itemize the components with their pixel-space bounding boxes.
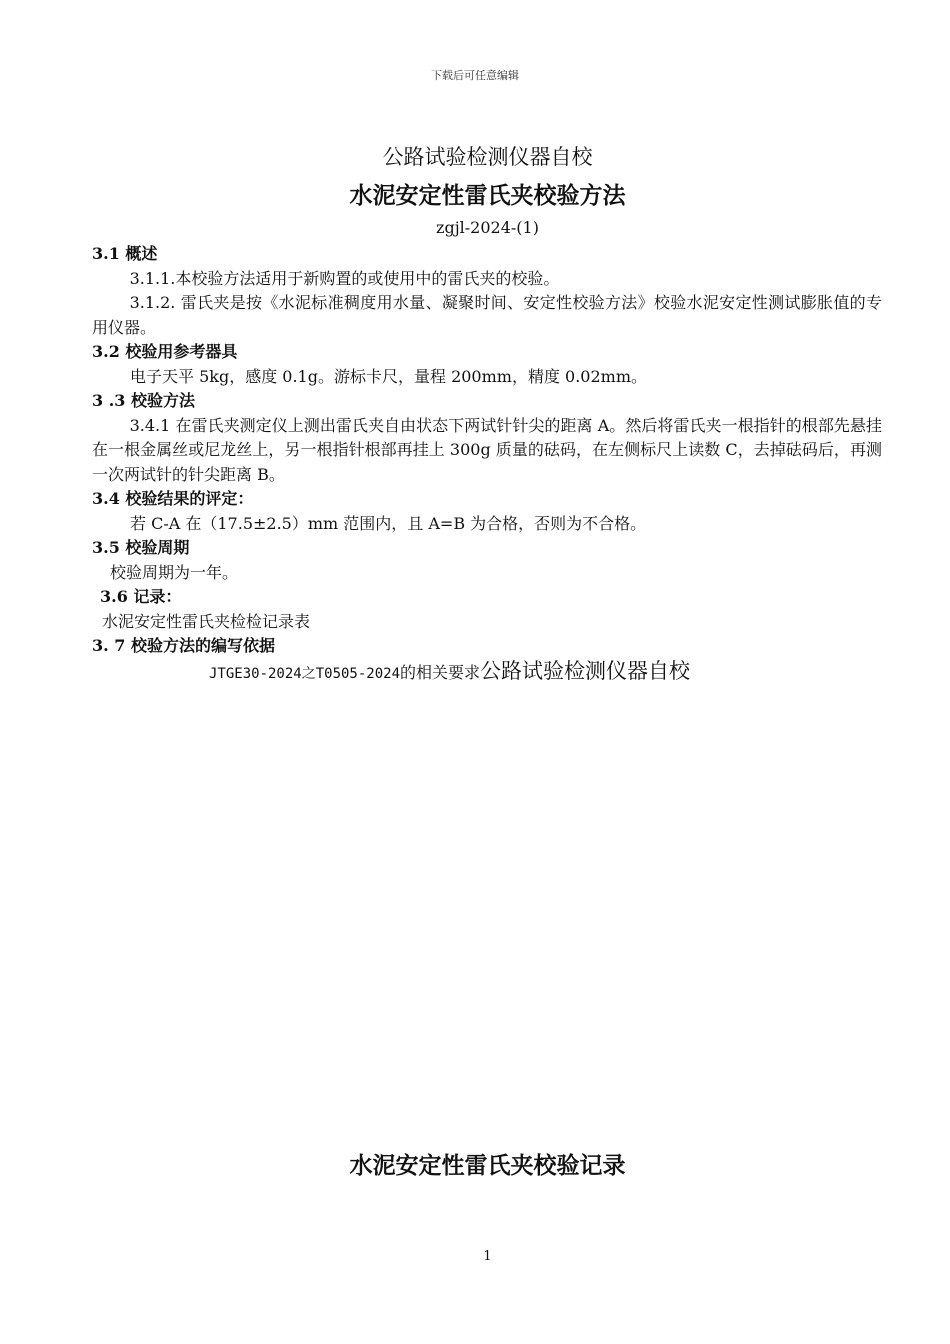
section-heading-reference-tools: 3.2 校验用参考器具	[92, 342, 238, 361]
section-heading-evaluation: 3.4 校验结果的评定：	[92, 489, 254, 508]
section-heading-basis: 3. 7 校验方法的编写依据	[92, 636, 275, 655]
section-heading-overview: 3.1 概述	[92, 244, 158, 263]
paragraph-scope: 3.1.1.本校验方法适用于新购置的或使用中的雷氏夹的校验。	[129, 268, 560, 288]
basis-standard: JTGE30-2024之T0505-2024	[209, 665, 401, 682]
basis-suffix: 的相关要求	[400, 662, 481, 682]
paragraph-evaluation: 若 C-A 在（17.5±2.5）mm 范围内，且 A=B 为合格，否则为不合格。	[130, 513, 647, 533]
paragraph-description: 3.1.2. 雷氏夹是按《水泥标准稠度用水量、凝聚时间、安定性校验方法》校验水泥安定性测试膨胀值的专用仪器。	[92, 293, 882, 337]
section-heading-method: 3 .3 校验方法	[92, 391, 195, 410]
document-code: zgjl-2024-(1)	[436, 218, 539, 237]
paragraph-basis	[92, 659, 882, 687]
paragraph-reference-tools: 电子天平 5kg，感度 0.1g。游标卡尺，量程 200mm，精度 0.02mm。	[130, 366, 648, 386]
paragraph-method: 3.4.1 在雷氏夹测定仪上测出雷氏夹自由状态下两试针针尖的距离 A。然后将雷氏夹一根指针的根部先悬挂在一根金属丝或尼龙丝上，另一根指针根部再挂上 300g 质量的砝码，在左侧标尺上读数 C，去掉砝码后，再测一次两试针的针尖距离 B。	[92, 415, 882, 484]
page-number: 1	[483, 1249, 492, 1264]
section-heading-record: 3.6 记录：	[100, 587, 182, 606]
header-note: 下载后可任意编辑	[431, 69, 519, 82]
document-subtitle: 公路试验检测仪器自校	[382, 145, 593, 169]
paragraph-period: 校验周期为一年。	[110, 562, 239, 582]
document-body	[92, 242, 882, 686]
document-title: 水泥安定性雷氏夹校验方法	[349, 182, 626, 209]
basis-trailing-title: 公路试验检测仪器自校	[480, 658, 691, 683]
record-title: 水泥安定性雷氏夹校验记录	[349, 1152, 626, 1179]
paragraph-record: 水泥安定性雷氏夹检检记录表	[102, 611, 311, 631]
section-heading-period: 3.5 校验周期	[92, 538, 190, 557]
